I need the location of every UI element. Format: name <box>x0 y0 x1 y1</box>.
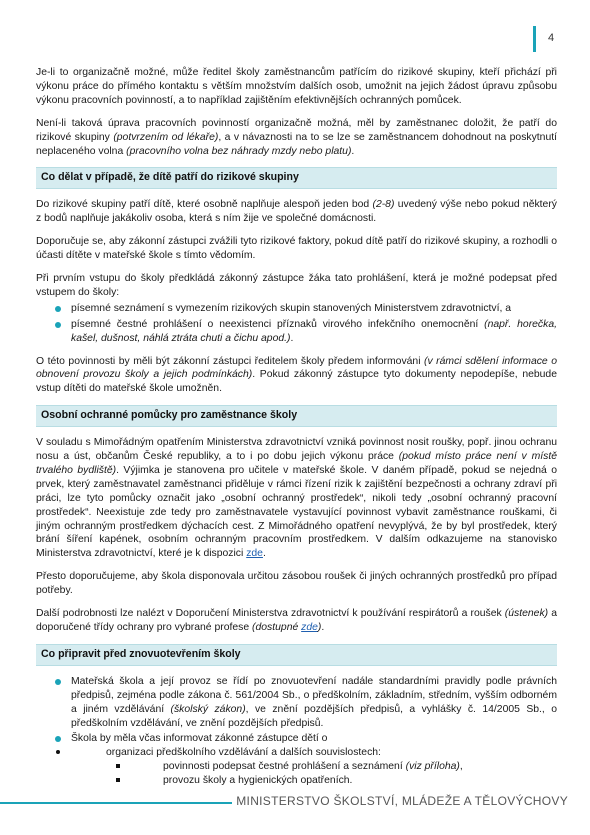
link-recommendation[interactable] <box>301 622 318 633</box>
text: . <box>351 145 355 157</box>
paragraph-masks-obligation <box>36 436 557 561</box>
list-item: písemné seznámení s vymezením rizikových skupin stanovených Ministerstvem zdravotnictví, a <box>36 302 557 316</box>
text: Mateřská škola a její provoz se řídí po znovuotevření nadále standardními pravidly podle právních předpisů, zejména podle zákona č. 561/2004 Sb., o předškolním, základním, středním, vyšším odborném a jiném vzdělávání <box>71 675 557 715</box>
emphasis: (školský zákon) <box>170 703 246 715</box>
text: . Výjimka je stanovena pro učitele v mateřské škole. V daném případě, pokud se nejedná o prvek, který zaměstnavatel zaměstnanci přiděluje v rámci řízení rizik k zajištění bezpečnosti a ochrany zdraví při práci, lze tyto pomůcky označit jako „osobní ochranný prostředek“, nikoli tedy „osobní ochranný pracovní prostředek“. Neexistuje zde tedy pro zaměstnavatele vystavující povinnost vybavit zaměstnance rouškami, či jiným ochranným prostředkem dýchacích cest. Z Mimořádného opatření nevyplývá, že by byl prostředek, který brání šíření kapének, osobním ochranným pracovním prostředkem. V dalším odkazujeme na stanovisko Ministerstva zdravotnictví, které je k dispozici <box>36 464 557 560</box>
sub-list <box>71 746 557 788</box>
paragraph-risk-employees: Je-li to organizačně možné, může ředitel školy zaměstnancům patřícím do rizikové skupiny, kteří přichází při výkonu práce do přímého kontaktu s větším množstvím dalších osob, umožnit na jejich žádost úpravu způsobu výkonu pracovních povinností, a to například zajištěním efektivnějších ochranných pomůcek. <box>36 67 557 106</box>
page-number-accent <box>533 26 536 52</box>
declaration-list <box>36 302 557 346</box>
emphasis: (2-8) <box>372 199 395 211</box>
text: uvedený výše nebo pokud některý z bodů naplňuje jakákoliv osoba, která s ním žije ve společné domácnosti. <box>36 199 557 225</box>
page-number: 4 <box>548 32 555 44</box>
text: Není-li taková úprava pracovních povinností organizačně možná, měl by zaměstnanec doložit, že patří do rizikové skupiny <box>36 117 557 143</box>
text: . Pokud zákonný zástupce tyto dokumenty nepodepíše, nebude vstup dítěti do mateřské škole umožněn. <box>36 369 557 395</box>
emphasis: (v rámci sdělení informace o obnovení provozu školy a jejich podmínkách) <box>36 355 557 381</box>
list-item <box>36 318 557 346</box>
emphasis: (pracovního volna bez náhrady mzdy nebo platu) <box>126 145 352 157</box>
paragraph-child-risk-group <box>36 198 557 226</box>
emphasis: (např. horečka, kašel, dušnost, náhlá ztráta chuti a čichu apod.) <box>71 318 557 344</box>
text: , <box>459 761 463 773</box>
text: V souladu s Mimořádným opatřením Ministerstva zdravotnictví vzniká povinnost nosit roušky, popř. jinou ochranu nosu a úst, občanům České republiky, a to i po dobu jejich výkonu práce <box>36 437 557 463</box>
text: . <box>290 332 294 344</box>
sub-sub-list-item <box>71 760 557 774</box>
emphasis: (ústenek) <box>504 608 549 620</box>
paragraph-further-details <box>36 607 557 635</box>
emphasis: (potvrzením od lékaře) <box>113 131 219 143</box>
text: písemné čestné prohlášení o neexistenci příznaků virového infekčního onemocnění <box>71 318 485 330</box>
paragraph-recommendation: Doporučuje se, aby zákonní zástupci zvážili tyto rizikové faktory, pokud dítě patří do rizikové skupiny, a rozhodli o účasti dítěte v mateřské škole s tímto vědomím. <box>36 236 557 262</box>
emphasis: (viz příloha) <box>405 761 460 773</box>
list-item <box>36 675 557 731</box>
paragraph-first-entry: Při prvním vstupu do školy předkládá zákonný zástupce žáka tato prohlášení, která je možné podepsat před vstupem do školy: <box>36 272 557 298</box>
list-item <box>36 732 557 788</box>
emphasis: (pokud místo práce není v místě trvalého bydliště) <box>36 451 558 476</box>
text: povinnosti podepsat čestné prohlášení a seznámení <box>163 761 406 773</box>
sub-sub-list <box>106 760 557 788</box>
footer-accent-line <box>0 802 232 804</box>
emphasis: (dostupné <box>252 622 302 633</box>
text: Do rizikové skupiny patří dítě, které osobně naplňuje alespoň jeden bod <box>36 199 373 211</box>
link-text: zde <box>301 622 318 633</box>
section-heading-protective-equipment: Osobní ochranné pomůcky pro zaměstnance školy <box>36 405 557 427</box>
paragraph-mask-stock: Přesto doporučujeme, aby škola disponovala určitou zásobou roušek či jiných ochranných prostředků pro případ potřeby. <box>36 571 557 597</box>
text: a doporučené třídy ochrany pro vybrané profese <box>36 608 557 633</box>
text: organizaci předškolního vzdělávání a dalších souvislostech: <box>106 747 381 759</box>
text: . <box>321 622 325 633</box>
section-heading-child-risk: Co dělat v případě, že dítě patří do rizikové skupiny <box>36 167 557 189</box>
paragraph-unpaid-leave <box>36 117 557 159</box>
text: , a v návaznosti na to se lze se zaměstnancem dohodnout na poskytnutí neplaceného volna <box>36 131 557 157</box>
paragraph-parent-info <box>36 355 557 397</box>
text: . <box>262 548 266 560</box>
section-heading-reopening: Co připravit před znovuotevřením školy <box>36 644 557 666</box>
reopening-list <box>36 675 557 788</box>
footer-ministry-name: MINISTERSTVO ŠKOLSTVÍ, MLÁDEŽE A TĚLOVÝCHOVY <box>236 794 568 808</box>
text: , ve znění pozdějších předpisů, a vyhlášky č. 14/2005 Sb., o předškolním vzdělávání, ve znění pozdějších předpisů. <box>71 703 557 729</box>
document-body <box>36 66 557 797</box>
link-ministry-statement[interactable]: zde <box>246 548 263 560</box>
emphasis: ) <box>317 622 322 633</box>
text: Škola by měla včas informovat zákonné zástupce dětí o <box>71 733 328 745</box>
sub-list-item <box>36 746 557 788</box>
sub-sub-list-item: provozu školy a hygienických opatřeních. <box>71 774 557 788</box>
text: Další podrobnosti lze nalézt v Doporučení Ministerstva zdravotnictví k používání respirátorů a roušek <box>36 608 505 620</box>
text: O této povinnosti by měli být zákonní zástupci ředitelem školy předem informováni <box>36 355 425 367</box>
